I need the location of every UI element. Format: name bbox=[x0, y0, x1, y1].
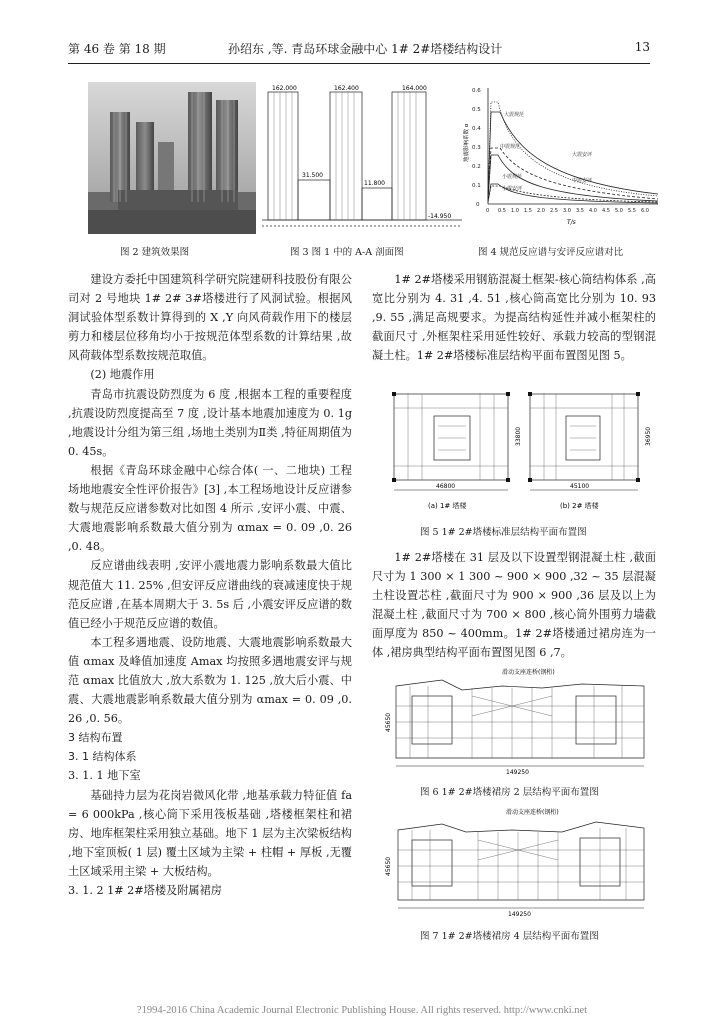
svg-text:5.5: 5.5 bbox=[628, 208, 636, 214]
x-axis-label: T/s bbox=[567, 219, 576, 226]
dim-vertical: 45650 bbox=[385, 856, 392, 876]
svg-text:0.3: 0.3 bbox=[472, 145, 481, 151]
left-column bbox=[68, 270, 352, 900]
svg-text:0.4: 0.4 bbox=[472, 126, 481, 132]
svg-text:5.0: 5.0 bbox=[615, 208, 623, 214]
bridge-note: 滑动支座连桥(钢桁) bbox=[502, 669, 555, 676]
figure-5-caption: 图 5 1# 2#塔楼标准层结构平面布置图 bbox=[420, 527, 587, 538]
spectrum-chart bbox=[462, 82, 662, 234]
elev-label-5: 11.800 bbox=[364, 180, 385, 187]
svg-text:6.0: 6.0 bbox=[641, 208, 649, 214]
para-seismic-intensity: 青岛市抗震设防烈度为 6 度 ,根据本工程的重要程度 ,抗震设防烈度提高至 7 度 ,设计基本地震加速度为 0. 1g ,地震设计分组为第三组 ,场地土类别为Ⅱ类 ,特征周期值为 0. 45s。 bbox=[68, 387, 352, 458]
header-rule bbox=[68, 63, 650, 64]
svg-text:0.5: 0.5 bbox=[472, 107, 481, 113]
elev-label-6: -14.950 bbox=[428, 213, 452, 220]
podium-4f-plan bbox=[382, 806, 658, 920]
dim-a-vertical: 33800 bbox=[515, 426, 522, 446]
dim-a-horizontal: 46800 bbox=[436, 483, 456, 490]
legend-mid-code: 中震规范 bbox=[500, 144, 521, 150]
svg-text:0: 0 bbox=[486, 208, 490, 214]
elev-label-2: 162.400 bbox=[334, 85, 359, 92]
subcaption-b: (b) 2# 塔楼 bbox=[560, 502, 599, 510]
y-axis-label: 地震影响系数 α bbox=[464, 123, 470, 162]
bridge-note: 滑动支座连桥(钢桁) bbox=[506, 809, 559, 816]
section-3-1-2-heading: 3. 1. 2 1# 2#塔楼及附属裙房 bbox=[68, 884, 222, 897]
section-3-1-1-heading: 3. 1. 1 地下室 bbox=[68, 769, 141, 783]
legend-big-code: 大震规范 bbox=[504, 112, 525, 118]
legend-mid-safety: 中震安评 bbox=[572, 178, 593, 184]
svg-text:2.0: 2.0 bbox=[537, 208, 545, 214]
para-spectrum-curve: 反应谱曲线表明 ,安评小震地震力影响系数最大值比规范值大 11. 25% ,但安评反应谱曲线的衰减速度快于规范反应谱 ,在基本周期大于 3. 5s 后 ,小震安评反应谱的数值已经小于规范反应谱的数值。 bbox=[68, 559, 352, 630]
elev-label-1: 162.000 bbox=[272, 85, 297, 92]
svg-text:2.5: 2.5 bbox=[550, 208, 558, 214]
svg-text:3.5: 3.5 bbox=[576, 208, 584, 214]
legend-small-code: 小震规范 bbox=[502, 174, 523, 180]
running-title: 孙绍东 ,等. 青岛环球金融中心 1# 2#塔楼结构设计 bbox=[228, 42, 503, 56]
figure-2-caption: 图 2 建筑效果图 bbox=[120, 247, 190, 258]
svg-text:4.0: 4.0 bbox=[589, 208, 597, 214]
svg-text:0: 0 bbox=[476, 202, 480, 208]
subcaption-a: (a) 1# 塔楼 bbox=[428, 502, 467, 510]
para-safety-report: 根据《青岛环球金融中心综合体( 一、二地块) 工程场地地震安全性评价报告》[3] ,本工程场地设计反应谱参数与规范反应谱参数对比如图 4 所示 ,安评小震、中震、大震地震影响系数最大值分别为 αmax = 0. 09 ,0. 26 ,0. 48。 bbox=[68, 463, 352, 554]
podium-2f-plan bbox=[382, 666, 658, 778]
para-columns: 1# 2#塔楼在 31 层及以下设置型钢混凝土柱 ,截面尺寸为 1 300 × 1 300 ~ 900 × 900 ,32 ~ 35 层混凝土柱设置芯柱 ,截面尺寸为 900 × 900 ,36 层及以上为混凝土柱 ,截面尺寸为 700 × 800 ,核心筒外围剪力墙截面厚度为 850 ~ 400mm。1# 2#塔楼通过裙房连为一体 ,裙房典型结构平面布置图见图 6 ,7。 bbox=[372, 551, 656, 660]
section-drawing bbox=[262, 84, 462, 234]
svg-text:0.5: 0.5 bbox=[498, 208, 506, 214]
svg-text:3.0: 3.0 bbox=[563, 208, 571, 214]
building-rendering-image bbox=[88, 82, 256, 234]
para-amplification: 本工程多遇地震、设防地震、大震地震影响系数最大值 αmax 及峰值加速度 Amax 均按照多遇地震安评与规范 αmax 比值放大 ,放大系数为 1. 125 ,放大后小震、中震、大震地震影响系数最大值分别为 αmax = 0. 09 ,0. 26 ,0. 56。 bbox=[68, 635, 352, 726]
elev-label-4: 31.500 bbox=[302, 172, 323, 179]
figure-7-plan bbox=[382, 806, 658, 920]
dim-b-vertical: 36950 bbox=[645, 426, 652, 446]
x-ticks bbox=[486, 208, 649, 214]
right-column-mid bbox=[372, 548, 656, 663]
figure-4-chart bbox=[462, 82, 662, 234]
right-column-top bbox=[372, 270, 656, 365]
dim-horizontal: 149250 bbox=[508, 911, 531, 918]
svg-text:4.5: 4.5 bbox=[602, 208, 610, 214]
legend-big-safety: 大震安评 bbox=[572, 152, 593, 158]
svg-text:0.2: 0.2 bbox=[472, 164, 481, 170]
legend-small-safety: 小震安评 bbox=[502, 186, 523, 192]
svg-text:0.6: 0.6 bbox=[472, 88, 481, 94]
dim-b-horizontal: 45100 bbox=[570, 483, 590, 490]
svg-text:0.1: 0.1 bbox=[472, 183, 481, 189]
figure-4-caption: 图 4 规范反应谱与安评反应谱对比 bbox=[478, 247, 624, 258]
journal-volume: 第 46 卷 第 18 期 bbox=[68, 42, 166, 56]
para-wind: 建设方委托中国建筑科学研究院建研科技股份有限公司对 2 号地块 1# 2# 3#塔楼进行了风洞试验。根据风洞试验体型系数计算得到的 X ,Y 向风荷载作用下的楼层剪力和楼层位移角均小于按规范体型系数的计算结果 ,故风荷载体型系数按规范取值。 bbox=[68, 273, 352, 363]
svg-text:1.5: 1.5 bbox=[524, 208, 532, 214]
running-header bbox=[68, 40, 650, 60]
standard-floor-plans bbox=[374, 386, 654, 516]
para-structure-system: 1# 2#塔楼采用钢筋混凝土框架-核心筒结构体系 ,高宽比分别为 4. 31 ,4. 51 ,核心筒高宽比分别为 10. 93 ,9. 55 ,满足高规要求。为提高结构延性并减小框架柱的截面尺寸 ,外框架柱采用延性较好、承载力较高的型钢混凝土柱。1# 2#塔楼标准层结构平面布置图见图 5。 bbox=[372, 273, 656, 363]
figure-6-plan bbox=[382, 666, 658, 778]
y-ticks bbox=[472, 88, 481, 208]
figure-3-caption: 图 3 图 1 中的 A-A 剖面图 bbox=[290, 247, 404, 258]
figure-7-caption: 图 7 1# 2#塔楼裙房 4 层结构平面布置图 bbox=[420, 931, 599, 942]
section-3-1-heading: 3. 1 结构体系 bbox=[68, 750, 137, 764]
figure-6-caption: 图 6 1# 2#塔楼裙房 2 层结构平面布置图 bbox=[420, 787, 599, 798]
para-seismic-heading: (2) 地震作用 bbox=[90, 368, 155, 382]
svg-text:1.0: 1.0 bbox=[511, 208, 519, 214]
figure-5-plans bbox=[374, 386, 654, 516]
dim-horizontal: 149250 bbox=[506, 769, 529, 776]
figure-3-section bbox=[262, 84, 462, 234]
figure-2-rendering bbox=[88, 82, 256, 234]
copyright-footer: ?1994-2016 China Academic Journal Electronic Publishing House. All rights reserved. http://www.cnki.net bbox=[136, 1005, 588, 1016]
page-number: 13 bbox=[634, 40, 650, 54]
dim-vertical: 45650 bbox=[385, 712, 392, 732]
section-3-heading: 3 结构布置 bbox=[68, 731, 123, 745]
para-basement: 基础持力层为花岗岩微风化带 ,地基承载力特征值 fa = 6 000kPa ,核心筒下采用筏板基础 ,塔楼框架柱和裙房、地库框架柱采用独立基础。地下 1 层为主次梁板结构 ,地下室顶板( 1 层) 覆土区域为主梁 + 柱帽 + 厚板 ,无覆土区域采用主梁 + 大板结构。 bbox=[68, 788, 352, 878]
elev-label-3: 164.000 bbox=[402, 85, 427, 92]
